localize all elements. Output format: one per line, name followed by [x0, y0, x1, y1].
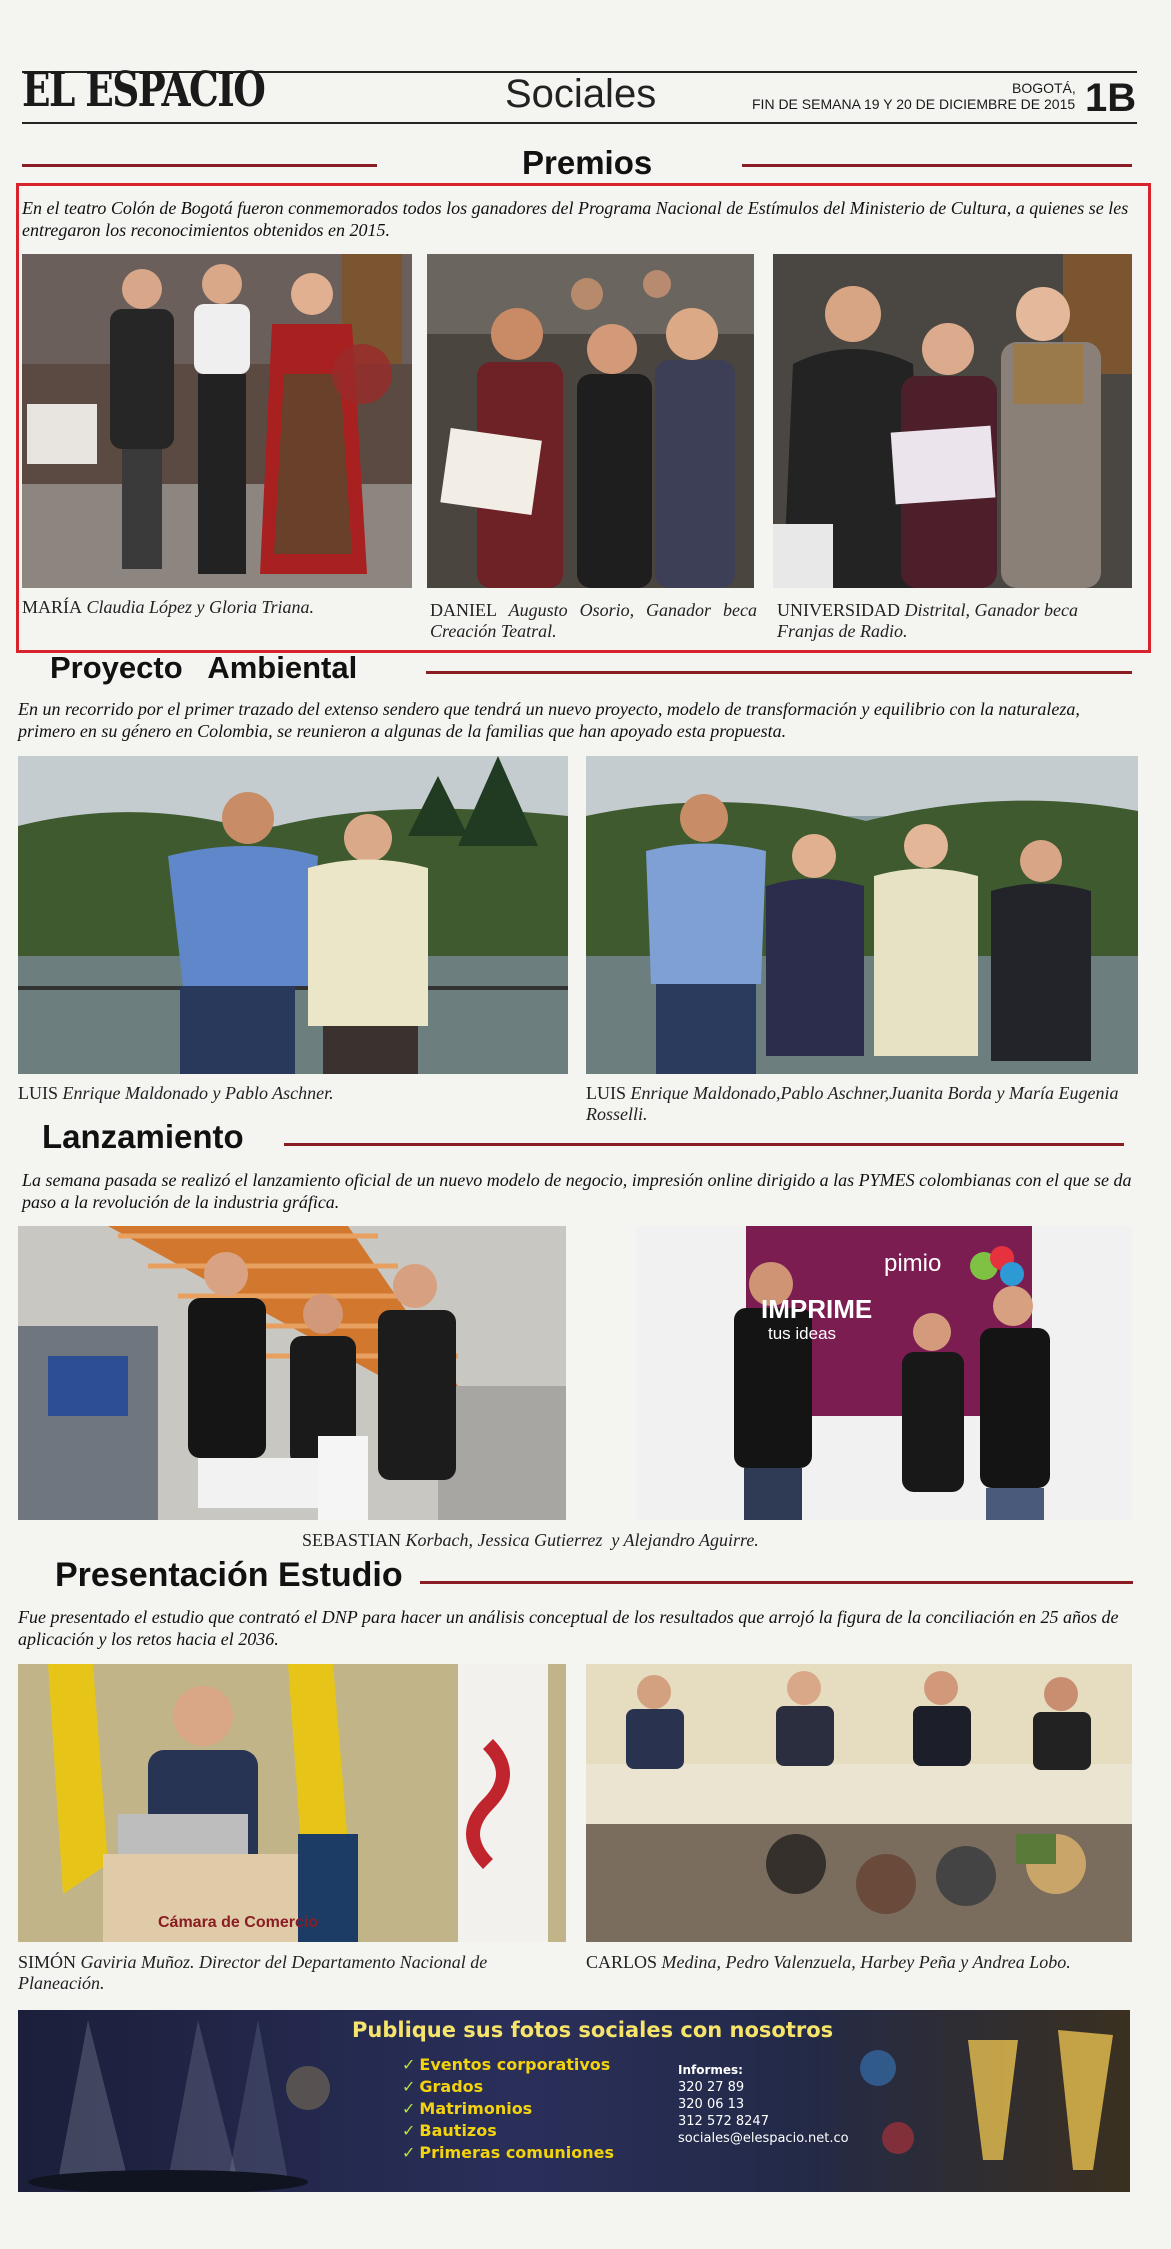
ad-title: Publique sus fotos sociales con nosotros	[352, 2018, 834, 2042]
check-icon: ✓	[402, 2055, 416, 2074]
photo-ambiental-2	[586, 756, 1138, 1074]
section-title-estudio: Presentación Estudio	[55, 1556, 403, 1594]
ad-service-label: Eventos corporativos	[419, 2055, 611, 2074]
banner-headline: IMPRIME	[761, 1294, 873, 1324]
section-divider	[426, 671, 1132, 674]
photo-estudio-2	[586, 1664, 1132, 1942]
masthead-city: BOGOTÁ,	[1012, 80, 1076, 96]
caption-text: Enrique Maldonado,Pablo Aschner,Juanita Borda y María Eugenia Rosselli.	[586, 1083, 1119, 1124]
caption-text: Distrital, Ganador beca Franjas de Radio.	[777, 600, 1078, 641]
caption-lanzamiento	[302, 1530, 1002, 1551]
caption-ambiental-1	[18, 1083, 568, 1104]
ad-phone: 312 572 8247	[678, 2114, 769, 2129]
ad-service-item	[402, 2098, 614, 2120]
ad-phone: 320 06 13	[678, 2097, 745, 2112]
caption-lead: DANIEL	[430, 600, 497, 620]
caption-lead: LUIS	[18, 1083, 58, 1103]
highlight-box	[16, 183, 1151, 653]
caption-lead: LUIS	[586, 1083, 626, 1103]
ad-services-list	[402, 2054, 614, 2164]
ambiental-intro: En un recorrido por el primer trazado del extenso sendero que tendrá un nuevo proyecto, modelo de transformación y equilibrio con la naturaleza, primero en su género en Colombia, se reunieron a algunas de la familias que han apoyado esta propuesta.	[18, 699, 1080, 741]
section-divider-right	[742, 164, 1132, 167]
caption-estudio-1	[18, 1952, 566, 1994]
section-divider-left	[22, 164, 377, 167]
ad-service-item	[402, 2142, 614, 2164]
caption-text: Augusto Osorio, Ganador beca Creación Teatral.	[430, 600, 757, 641]
photo-ambiental-1	[18, 756, 568, 1074]
caption-text: Korbach, Jessica Gutierrez y Alejandro Aguirre.	[401, 1530, 759, 1550]
section-title-lanzamiento: Lanzamiento	[42, 1118, 244, 1155]
premios-intro: En el teatro Colón de Bogotá fueron conmemorados todos los ganadores del Programa Nacional de Estímulos del Ministerio de Cultura, a quienes se les entregaron los reconocimientos obtenidos en 2015.	[22, 198, 1129, 240]
banner-brand: pimio	[884, 1250, 942, 1277]
ad-service-label: Bautizos	[419, 2121, 497, 2140]
caption-lead: SEBASTIAN	[302, 1530, 402, 1550]
caption-lead: MARÍA	[22, 597, 83, 617]
caption-text: Gaviria Muñoz. Director del Departamento Nacional de Planeación.	[18, 1952, 488, 1993]
check-icon: ✓	[402, 2077, 416, 2096]
caption-lead: SIMÓN	[18, 1952, 77, 1972]
check-icon: ✓	[402, 2143, 416, 2162]
section-title-ambiental: Proyecto Ambiental	[50, 650, 358, 685]
caption-ambiental-2	[586, 1083, 1138, 1125]
ad-info-label: Informes:	[678, 2063, 743, 2077]
photo-estudio-1	[18, 1664, 566, 1942]
ad-service-label: Primeras comuniones	[419, 2143, 614, 2162]
section-name: Sociales	[505, 72, 657, 116]
ad-email: sociales@elespacio.net.co	[678, 2131, 849, 2146]
ad-service-label: Matrimonios	[419, 2099, 533, 2118]
ad-contact-info	[678, 2062, 849, 2147]
podium-text: Cámara de Comercio	[158, 1914, 319, 1931]
section-title-premios: Premios	[522, 144, 653, 181]
lanzamiento-intro: La semana pasada se realizó el lanzamiento oficial de un nuevo modelo de negocio, impresión online dirigido a las PYMES colombianas con el que se da paso a la revolución de la industria gráfica.	[22, 1170, 1132, 1212]
photo-lanzamiento-1	[18, 1226, 566, 1520]
caption-lead: UNIVERSIDAD	[777, 600, 900, 620]
ad-phone: 320 27 89	[678, 2080, 745, 2095]
check-icon: ✓	[402, 2099, 416, 2118]
ad-service-item	[402, 2120, 614, 2142]
caption-text: Medina, Pedro Valenzuela, Harbey Peña y Andrea Lobo.	[657, 1952, 1071, 1972]
caption-text: Claudia López y Gloria Triana.	[82, 597, 315, 617]
section-divider	[284, 1143, 1124, 1146]
estudio-intro: Fue presentado el estudio que contrató el DNP para hacer un análisis conceptual de los resultados que arrojó la figura de la conciliación en 25 años de aplicación y los retos hacia el 2036.	[18, 1607, 1119, 1649]
section-divider	[420, 1581, 1133, 1584]
masthead-date: FIN DE SEMANA 19 Y 20 DE DICIEMBRE DE 2015	[752, 96, 1076, 112]
banner-tagline: tus ideas	[768, 1324, 837, 1343]
caption-text: Enrique Maldonado y Pablo Aschner.	[58, 1083, 334, 1103]
check-icon: ✓	[402, 2121, 416, 2140]
ad-service-label: Grados	[419, 2077, 484, 2096]
masthead-bottom-rule	[22, 122, 1137, 124]
caption-estudio-2	[586, 1952, 1132, 1973]
ad-service-item	[402, 2054, 614, 2076]
newspaper-logo: EL ESPACIO	[22, 62, 265, 118]
page-number: 1B	[1085, 76, 1137, 120]
photo-lanzamiento-2	[636, 1226, 1132, 1520]
caption-lead: CARLOS	[586, 1952, 658, 1972]
ad-service-item	[402, 2076, 614, 2098]
